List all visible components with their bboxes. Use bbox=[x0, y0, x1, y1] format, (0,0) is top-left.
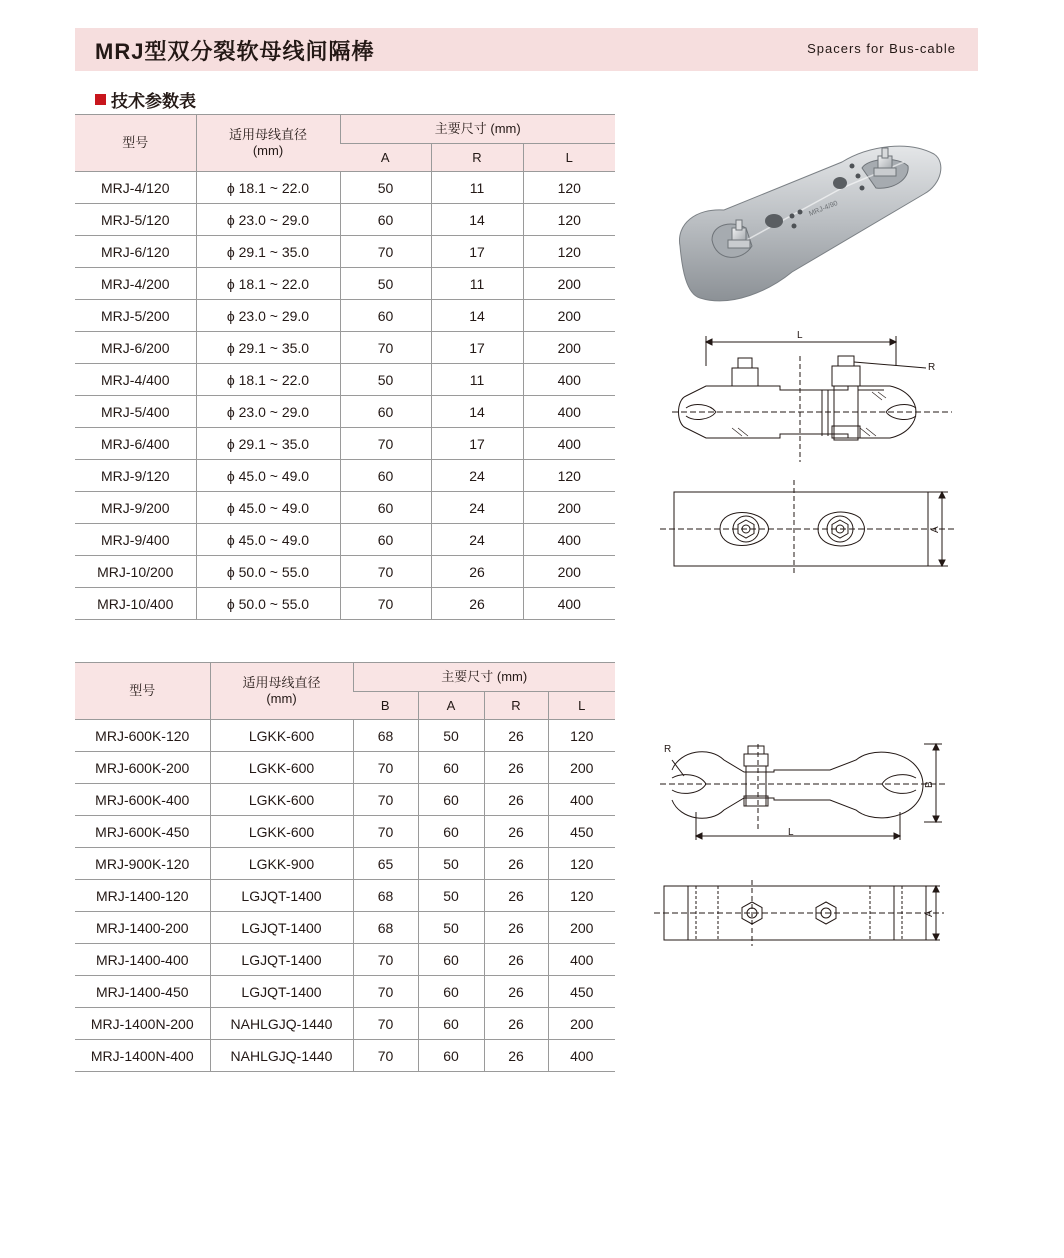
section-title: 技术参数表 bbox=[111, 92, 196, 111]
table-row bbox=[75, 524, 615, 556]
table-cell: 60 bbox=[340, 204, 431, 236]
table-cell: ϕ 45.0 ~ 49.0 bbox=[196, 492, 340, 524]
table-cell: MRJ-1400-450 bbox=[75, 976, 210, 1008]
table-cell: ϕ 29.1 ~ 35.0 bbox=[196, 236, 340, 268]
table-cell: MRJ-10/200 bbox=[75, 556, 196, 588]
table-cell: 17 bbox=[431, 332, 523, 364]
table-cell: 11 bbox=[431, 268, 523, 300]
table-cell: 24 bbox=[431, 524, 523, 556]
table-cell: 200 bbox=[523, 268, 615, 300]
header-dim-a: A bbox=[340, 144, 431, 172]
page-header bbox=[75, 28, 978, 71]
table-row bbox=[75, 880, 615, 912]
table-cell: 70 bbox=[353, 976, 418, 1008]
table-cell: 120 bbox=[523, 172, 615, 204]
table-cell: 200 bbox=[548, 912, 615, 944]
table-cell: 60 bbox=[418, 752, 484, 784]
table-cell: MRJ-900K-120 bbox=[75, 848, 210, 880]
table-row bbox=[75, 172, 615, 204]
table-cell: 70 bbox=[340, 588, 431, 620]
table-row bbox=[75, 784, 615, 816]
side-view-drawing-2 bbox=[660, 738, 946, 844]
table-cell: MRJ-5/200 bbox=[75, 300, 196, 332]
page-title: MRJ型双分裂软母线间隔棒 bbox=[95, 39, 375, 64]
table-cell: 200 bbox=[548, 752, 615, 784]
table-cell: 400 bbox=[523, 588, 615, 620]
table-cell: NAHLGJQ-1440 bbox=[210, 1040, 353, 1072]
table-cell: 400 bbox=[523, 364, 615, 396]
dim-label-r: R bbox=[928, 362, 936, 373]
table-cell: 26 bbox=[484, 880, 548, 912]
table-cell: 120 bbox=[548, 880, 615, 912]
table-cell: 60 bbox=[418, 1008, 484, 1040]
table-cell: MRJ-600K-120 bbox=[75, 720, 210, 752]
table-row bbox=[75, 428, 615, 460]
table-cell: 120 bbox=[548, 848, 615, 880]
table-cell: ϕ 23.0 ~ 29.0 bbox=[196, 204, 340, 236]
dim-label-a: A bbox=[924, 910, 935, 917]
table-cell: 14 bbox=[431, 204, 523, 236]
table-cell: 17 bbox=[431, 428, 523, 460]
table-cell: 120 bbox=[548, 720, 615, 752]
table-cell: MRJ-1400-120 bbox=[75, 880, 210, 912]
header-dim-a: A bbox=[418, 692, 484, 720]
table-cell: MRJ-4/400 bbox=[75, 364, 196, 396]
table-cell: LGKK-600 bbox=[210, 816, 353, 848]
table-cell: 50 bbox=[418, 880, 484, 912]
header-dim-l: L bbox=[548, 692, 615, 720]
spec-table-1 bbox=[75, 114, 615, 620]
table-row bbox=[75, 204, 615, 236]
table-cell: ϕ 23.0 ~ 29.0 bbox=[196, 300, 340, 332]
table-cell: 450 bbox=[548, 976, 615, 1008]
header-dim-r: R bbox=[484, 692, 548, 720]
table-cell: 24 bbox=[431, 492, 523, 524]
table-cell: 26 bbox=[484, 720, 548, 752]
table-row bbox=[75, 816, 615, 848]
spec-table-2 bbox=[75, 662, 615, 1072]
header-dim-l: L bbox=[523, 144, 615, 172]
table-cell: MRJ-1400-400 bbox=[75, 944, 210, 976]
table-cell: 50 bbox=[418, 848, 484, 880]
table-cell: 400 bbox=[548, 784, 615, 816]
table-cell: 14 bbox=[431, 300, 523, 332]
section-heading bbox=[95, 87, 196, 112]
table-cell: ϕ 45.0 ~ 49.0 bbox=[196, 460, 340, 492]
table-cell: 60 bbox=[418, 976, 484, 1008]
table-cell: 26 bbox=[431, 588, 523, 620]
table-cell: MRJ-9/400 bbox=[75, 524, 196, 556]
table-cell: 70 bbox=[340, 428, 431, 460]
table-row bbox=[75, 912, 615, 944]
table-cell: 70 bbox=[353, 1008, 418, 1040]
table-row bbox=[75, 300, 615, 332]
table-row bbox=[75, 752, 615, 784]
table-cell: 400 bbox=[548, 1040, 615, 1072]
table-cell: 400 bbox=[548, 944, 615, 976]
table-cell: ϕ 23.0 ~ 29.0 bbox=[196, 396, 340, 428]
table-cell: 26 bbox=[484, 816, 548, 848]
table-cell: MRJ-4/120 bbox=[75, 172, 196, 204]
table-cell: 60 bbox=[418, 816, 484, 848]
table-row bbox=[75, 720, 615, 752]
table-row bbox=[75, 944, 615, 976]
table-cell: 26 bbox=[484, 752, 548, 784]
table-cell: 60 bbox=[340, 460, 431, 492]
table-row bbox=[75, 396, 615, 428]
table-cell: 68 bbox=[353, 880, 418, 912]
table-row bbox=[75, 588, 615, 620]
table-cell: 400 bbox=[523, 396, 615, 428]
table-cell: 60 bbox=[340, 524, 431, 556]
table-cell: 200 bbox=[523, 492, 615, 524]
red-square-icon bbox=[95, 94, 106, 105]
page-subtitle: Spacers for Bus-cable bbox=[807, 41, 956, 56]
table-cell: 68 bbox=[353, 720, 418, 752]
table-cell: MRJ-600K-200 bbox=[75, 752, 210, 784]
header-model: 型号 bbox=[75, 115, 196, 172]
table-cell: 60 bbox=[418, 1040, 484, 1072]
casting-mark: MRJ-4/90 bbox=[808, 199, 839, 218]
table-cell: MRJ-600K-450 bbox=[75, 816, 210, 848]
table-cell: MRJ-5/400 bbox=[75, 396, 196, 428]
table-cell: LGKK-600 bbox=[210, 720, 353, 752]
table-cell: 70 bbox=[353, 784, 418, 816]
table-cell: LGJQT-1400 bbox=[210, 944, 353, 976]
table-row bbox=[75, 848, 615, 880]
table-cell: 200 bbox=[548, 1008, 615, 1040]
dim-label-a: A bbox=[930, 526, 941, 533]
table-cell: 120 bbox=[523, 236, 615, 268]
dim-label-r: R bbox=[664, 744, 672, 755]
header-dim-r: R bbox=[431, 144, 523, 172]
table-cell: 50 bbox=[340, 364, 431, 396]
table-cell: MRJ-6/120 bbox=[75, 236, 196, 268]
table-cell: 120 bbox=[523, 460, 615, 492]
header-dim-b: B bbox=[353, 692, 418, 720]
table-row bbox=[75, 236, 615, 268]
dim-label-l: L bbox=[797, 330, 803, 341]
table-cell: ϕ 29.1 ~ 35.0 bbox=[196, 428, 340, 460]
table-cell: ϕ 50.0 ~ 55.0 bbox=[196, 588, 340, 620]
table-cell: 60 bbox=[418, 944, 484, 976]
header-diameter: 适用母线直径 (mm) bbox=[210, 663, 353, 720]
table-cell: MRJ-600K-400 bbox=[75, 784, 210, 816]
table-cell: 200 bbox=[523, 300, 615, 332]
table-cell: 70 bbox=[353, 816, 418, 848]
table-cell: MRJ-9/120 bbox=[75, 460, 196, 492]
dim-label-l: L bbox=[788, 827, 794, 838]
table-cell: 70 bbox=[353, 944, 418, 976]
table-cell: ϕ 18.1 ~ 22.0 bbox=[196, 364, 340, 396]
table-row bbox=[75, 364, 615, 396]
table-row bbox=[75, 1008, 615, 1040]
table-cell: ϕ 45.0 ~ 49.0 bbox=[196, 524, 340, 556]
table-cell: 70 bbox=[353, 1040, 418, 1072]
table-cell: ϕ 18.1 ~ 22.0 bbox=[196, 268, 340, 300]
header-diameter: 适用母线直径 (mm) bbox=[196, 115, 340, 172]
table-cell: 68 bbox=[353, 912, 418, 944]
table-cell: 26 bbox=[484, 976, 548, 1008]
table-cell: 70 bbox=[340, 236, 431, 268]
table-cell: MRJ-9/200 bbox=[75, 492, 196, 524]
table-cell: 26 bbox=[484, 1008, 548, 1040]
table-cell: MRJ-4/200 bbox=[75, 268, 196, 300]
table-row bbox=[75, 1040, 615, 1072]
table-cell: 50 bbox=[340, 172, 431, 204]
table-cell: 200 bbox=[523, 556, 615, 588]
side-view-drawing-1 bbox=[672, 326, 952, 464]
table-cell: 11 bbox=[431, 172, 523, 204]
table-cell: 200 bbox=[523, 332, 615, 364]
header-dimensions: 主要尺寸 (mm) bbox=[340, 115, 615, 144]
table-cell: 17 bbox=[431, 236, 523, 268]
table-cell: ϕ 50.0 ~ 55.0 bbox=[196, 556, 340, 588]
table-row bbox=[75, 268, 615, 300]
table-cell: 60 bbox=[340, 396, 431, 428]
table-cell: 26 bbox=[431, 556, 523, 588]
table-cell: MRJ-1400N-400 bbox=[75, 1040, 210, 1072]
table-cell: MRJ-6/200 bbox=[75, 332, 196, 364]
table-cell: 60 bbox=[340, 492, 431, 524]
table-cell: 70 bbox=[340, 332, 431, 364]
table-cell: 50 bbox=[340, 268, 431, 300]
table-cell: 65 bbox=[353, 848, 418, 880]
top-view-drawing-1 bbox=[660, 480, 956, 574]
table-cell: ϕ 29.1 ~ 35.0 bbox=[196, 332, 340, 364]
table-cell: 70 bbox=[353, 752, 418, 784]
table-cell: MRJ-6/400 bbox=[75, 428, 196, 460]
table-cell: 26 bbox=[484, 912, 548, 944]
table-cell: 26 bbox=[484, 1040, 548, 1072]
table-row bbox=[75, 332, 615, 364]
table-cell: 60 bbox=[340, 300, 431, 332]
table-row bbox=[75, 460, 615, 492]
table-cell: LGJQT-1400 bbox=[210, 880, 353, 912]
header-model: 型号 bbox=[75, 663, 210, 720]
table-cell: 11 bbox=[431, 364, 523, 396]
table-cell: 14 bbox=[431, 396, 523, 428]
table-cell: 400 bbox=[523, 524, 615, 556]
header-dimensions: 主要尺寸 (mm) bbox=[353, 663, 615, 692]
table-cell: LGKK-600 bbox=[210, 784, 353, 816]
table-cell: 450 bbox=[548, 816, 615, 848]
table-cell: 24 bbox=[431, 460, 523, 492]
table-cell: NAHLGJQ-1440 bbox=[210, 1008, 353, 1040]
table-cell: LGKK-600 bbox=[210, 752, 353, 784]
table-cell: LGJQT-1400 bbox=[210, 976, 353, 1008]
table-cell: 60 bbox=[418, 784, 484, 816]
table-cell: 50 bbox=[418, 912, 484, 944]
table-row bbox=[75, 556, 615, 588]
table-cell: 50 bbox=[418, 720, 484, 752]
table-cell: 26 bbox=[484, 848, 548, 880]
table-cell: 26 bbox=[484, 784, 548, 816]
table-cell: MRJ-10/400 bbox=[75, 588, 196, 620]
table-cell: MRJ-5/120 bbox=[75, 204, 196, 236]
table-row bbox=[75, 492, 615, 524]
table-row bbox=[75, 976, 615, 1008]
table-cell: LGKK-900 bbox=[210, 848, 353, 880]
table-cell: MRJ-1400-200 bbox=[75, 912, 210, 944]
table-cell: 120 bbox=[523, 204, 615, 236]
table-cell: ϕ 18.1 ~ 22.0 bbox=[196, 172, 340, 204]
dim-label-b: B bbox=[924, 781, 935, 788]
top-view-drawing-2 bbox=[654, 880, 944, 946]
table-cell: MRJ-1400N-200 bbox=[75, 1008, 210, 1040]
table-cell: 400 bbox=[523, 428, 615, 460]
spacer-product-photo bbox=[672, 128, 948, 310]
table-cell: 26 bbox=[484, 944, 548, 976]
table-cell: LGJQT-1400 bbox=[210, 912, 353, 944]
table-cell: 70 bbox=[340, 556, 431, 588]
